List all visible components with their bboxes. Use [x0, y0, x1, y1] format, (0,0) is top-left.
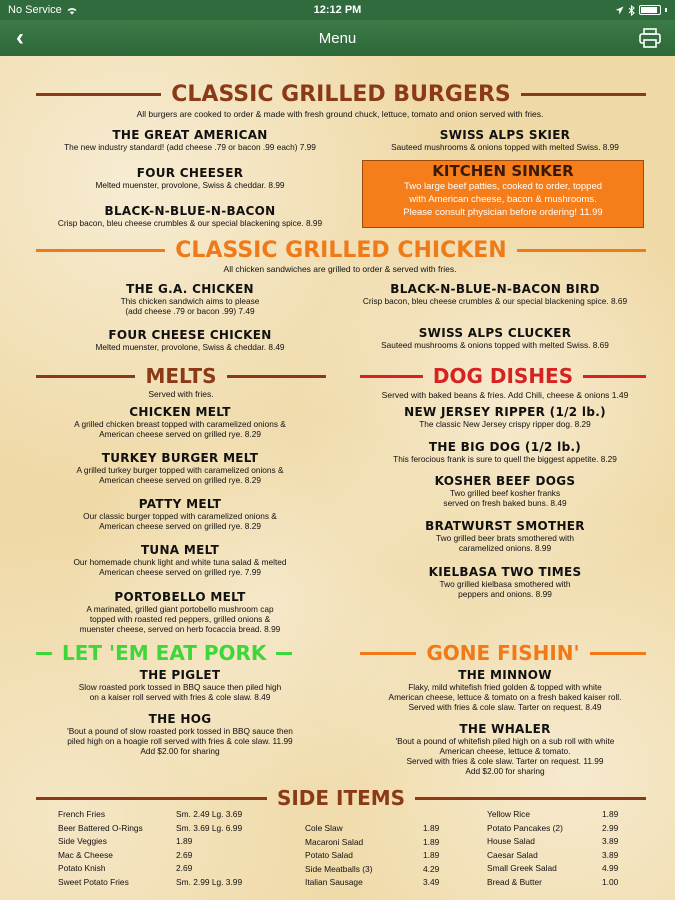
side-price: 1.89	[423, 850, 440, 860]
menu-item	[330, 282, 660, 306]
side-name: Potato Pancakes (2)	[487, 822, 563, 833]
item-name: SWISS ALPS CLUCKER	[418, 326, 572, 340]
side-name: Potato Salad	[305, 850, 353, 860]
item-desc: The classic New Jersey crispy ripper dog. 8.29	[419, 419, 591, 429]
side-name: Small Greek Salad	[487, 863, 557, 873]
sides-col-3	[487, 808, 637, 889]
item-name: KIELBASA TWO TIMES	[428, 565, 582, 579]
menu-item	[20, 451, 340, 485]
side-price: 2.99	[602, 822, 619, 833]
side-row	[305, 863, 465, 877]
item-desc: Sauteed mushrooms & onions topped with melted Swiss. 8.69	[381, 340, 609, 350]
divider-line	[36, 249, 165, 252]
side-price: 1.89	[176, 836, 193, 846]
side-name: Bread & Butter	[487, 876, 542, 887]
side-row	[487, 808, 637, 822]
menu-item	[350, 519, 660, 553]
menu-item	[30, 128, 350, 152]
side-price: 1.89	[602, 809, 619, 819]
divider-line	[360, 375, 423, 378]
divider-line	[227, 375, 326, 378]
item-name: BRATWURST SMOTHER	[425, 519, 585, 533]
item-desc: Melted muenster, provolone, Swiss & cheddar. 8.49	[95, 342, 285, 352]
divider-line	[517, 249, 646, 252]
chicken-header	[36, 238, 646, 262]
side-price: 1.89	[423, 836, 440, 847]
side-price: 1.00	[602, 876, 619, 887]
item-desc: This chicken sandwich aims to please (add cheese .79 or bacon .99) 7.49	[120, 296, 260, 316]
back-button[interactable]: ‹	[16, 24, 24, 51]
side-row	[487, 822, 637, 836]
item-name: THE BIG DOG (1/2 lb.)	[428, 440, 582, 454]
battery-tip	[665, 8, 667, 12]
item-name: SWISS ALPS SKIER	[439, 128, 571, 142]
side-name: House Salad	[487, 836, 535, 846]
menu-item	[350, 565, 660, 599]
item-name: KOSHER BEEF DOGS	[434, 474, 576, 488]
side-name: Yellow Rice	[487, 809, 530, 819]
item-name: THE HOG	[148, 712, 212, 726]
battery-icon	[639, 5, 661, 15]
side-price: 2.69	[176, 849, 193, 860]
side-row	[58, 822, 268, 836]
side-price: 2.69	[176, 863, 193, 873]
side-name: Side Meatballs (3)	[305, 863, 373, 874]
item-desc: A grilled chicken breast topped with caramelized onions & American cheese served on grilled rye. 8.29	[74, 419, 286, 439]
menu-item	[20, 405, 340, 439]
item-desc: Slow roasted pork tossed in BBQ sauce then piled high on a kaiser roll served with fries & cole slaw. 8.49	[78, 682, 282, 702]
side-name: Italian Sausage	[305, 877, 363, 887]
side-price: Sm. 2.99 Lg. 3.99	[176, 876, 243, 887]
carrier-label: No Service	[8, 4, 62, 16]
side-row	[305, 836, 465, 850]
carrier-group	[8, 4, 208, 16]
item-name: FOUR CHEESE CHICKEN	[108, 328, 272, 342]
item-desc: A marinated, grilled giant portobello mushroom cap topped with roasted red peppers, grilled onions & muenster cheese, served on herb focaccia bread. 8.99	[79, 604, 281, 634]
divider-line	[36, 652, 52, 655]
side-price: Sm. 2.49 Lg. 3.69	[176, 809, 243, 819]
item-name: BLACK-N-BLUE-N-BACON BIRD	[390, 282, 600, 296]
sides-col-2	[305, 822, 465, 890]
side-row	[305, 876, 465, 890]
item-desc: Two grilled kielbasa smothered with peppers and onions. 8.99	[439, 579, 571, 599]
menu-item	[30, 204, 350, 228]
item-desc: Two grilled beef kosher franks served on fresh baked buns. 8.49	[443, 488, 567, 508]
side-row	[305, 822, 465, 836]
side-row	[58, 849, 268, 863]
side-name: Potato Knish	[58, 863, 106, 873]
item-desc: Crisp bacon, bleu cheese crumbles & our special blackening spice. 8.69	[362, 296, 628, 306]
item-name: FOUR CHEESER	[136, 166, 244, 180]
burgers-header	[36, 82, 646, 106]
dogs-title: DOG DISHES	[432, 364, 574, 388]
side-row	[58, 876, 268, 890]
item-desc: Crisp bacon, bleu cheese crumbles & our special blackening spice. 8.99	[57, 218, 323, 228]
item-desc: This ferocious frank is sure to quell the biggest appetite. 8.29	[393, 454, 617, 464]
menu-item	[350, 440, 660, 464]
fish-title: GONE FISHIN'	[426, 641, 580, 665]
item-name: THE MINNOW	[458, 668, 552, 682]
item-name: PORTOBELLO MELT	[114, 590, 246, 604]
item-name: PATTY MELT	[138, 497, 222, 511]
menu-item	[350, 474, 660, 508]
side-name: Macaroni Salad	[305, 836, 364, 847]
side-name: Sweet Potato Fries	[58, 876, 129, 887]
melts-subtitle: Served with fries.	[148, 389, 214, 399]
melts-title: MELTS	[145, 364, 217, 388]
item-name: BLACK-N-BLUE-N-BACON	[104, 204, 276, 218]
divider-line	[521, 93, 646, 96]
side-price: 4.99	[602, 863, 619, 873]
side-row	[58, 862, 268, 876]
divider-line	[583, 375, 646, 378]
menu-item	[30, 282, 350, 316]
item-name: THE PIGLET	[139, 668, 221, 682]
status-time: 12:12 PM	[313, 4, 362, 16]
status-right-group	[467, 5, 667, 16]
divider-line	[276, 652, 292, 655]
bluetooth-icon	[628, 5, 635, 16]
side-name: Mac & Cheese	[58, 849, 113, 860]
menu-item	[20, 712, 340, 756]
side-price: Sm. 3.69 Lg. 6.99	[176, 822, 243, 833]
item-desc: Our homemade chunk light and white tuna salad & melted American cheese served on grilled rye. 7.99	[73, 557, 287, 577]
side-name: Caesar Salad	[487, 849, 538, 860]
side-row	[58, 808, 268, 822]
divider-line	[360, 652, 416, 655]
item-desc: Two grilled beer brats smothered with caramelized onions. 8.99	[436, 533, 574, 553]
dogs-header	[360, 364, 646, 388]
menu-item	[20, 543, 340, 577]
location-arrow-icon	[615, 6, 624, 15]
menu-item	[350, 405, 660, 429]
item-desc: Melted muenster, provolone, Swiss & cheddar. 8.99	[95, 180, 285, 190]
menu-item	[20, 668, 340, 702]
nav-bar	[0, 20, 675, 56]
sides-col-1	[58, 808, 268, 889]
item-desc: Two large beef patties, cooked to order, topped with American cheese, bacon & mushrooms. Please consult physician before ordering! 11.99	[403, 181, 603, 218]
divider-line	[36, 797, 267, 800]
side-name: French Fries	[58, 809, 106, 819]
dogs-subtitle: Served with baked beans & fries. Add Chili, cheese & onions 1.49	[381, 390, 629, 400]
item-name: NEW JERSEY RIPPER (1/2 lb.)	[404, 405, 606, 419]
side-name: Side Veggies	[58, 836, 107, 846]
menu-item	[20, 590, 340, 634]
side-row	[487, 835, 637, 849]
item-desc: 'Bout a pound of whitefish piled high on a sub roll with white American cheese, lettuce & tomato. Served with fries & cole slaw. Tarter on request. 11.99 Add $2.00 for sharing	[395, 736, 615, 776]
item-name: TUNA MELT	[140, 543, 220, 557]
side-price: 1.89	[423, 823, 440, 833]
chicken-subtitle: All chicken sandwiches are grilled to order & served with fries.	[223, 264, 457, 274]
menu-image	[0, 56, 675, 900]
side-row	[487, 849, 637, 863]
menu-item	[355, 128, 655, 152]
side-name: Cole Slaw	[305, 823, 343, 833]
item-name: KITCHEN SINKER	[432, 162, 574, 180]
side-price: 3.49	[423, 877, 440, 887]
item-desc: 'Bout a pound of slow roasted pork tossed in BBQ sauce then piled high on a hoagie roll served with fries & cole slaw. 11.99 Add $2.00 for sharing	[67, 726, 293, 756]
side-price: 3.89	[602, 836, 619, 846]
side-price: 4.29	[423, 863, 440, 874]
side-row	[305, 849, 465, 863]
side-row	[487, 862, 637, 876]
item-desc: Flaky, mild whitefish fried golden & topped with white American cheese, lettuce & tomato on a fresh baked kaiser roll. Served with fries & cole slaw. Tarter on request. 8.49	[388, 682, 622, 712]
wifi-icon	[66, 6, 78, 15]
item-name: THE G.A. CHICKEN	[126, 282, 254, 296]
nav-title: Menu	[318, 29, 357, 47]
menu-item	[30, 328, 350, 352]
item-name: CHICKEN MELT	[129, 405, 231, 419]
side-price: 3.89	[602, 849, 619, 860]
menu-item	[30, 166, 350, 190]
divider-line	[36, 375, 135, 378]
item-desc: Sauteed mushrooms & onions topped with melted Swiss. 8.99	[391, 142, 619, 152]
divider-line	[36, 93, 161, 96]
item-desc: Our classic burger topped with caramelized onions & American cheese served on grilled rye. 8.29	[83, 511, 277, 531]
divider-line	[590, 652, 646, 655]
status-bar	[0, 0, 675, 20]
item-name: TURKEY BURGER MELT	[101, 451, 259, 465]
divider-line	[415, 797, 646, 800]
side-row	[487, 876, 637, 890]
item-desc: The new industry standard! (add cheese .79 or bacon .99 each) 7.99	[64, 142, 316, 152]
item-desc: A grilled turkey burger topped with caramelized onions & American cheese served on grilled rye. 8.29	[76, 465, 284, 485]
item-name: THE GREAT AMERICAN	[112, 128, 268, 142]
sides-title: SIDE ITEMS	[276, 786, 406, 810]
fish-header	[360, 641, 646, 665]
menu-item	[340, 326, 650, 350]
menu-item	[350, 722, 660, 776]
chicken-title: CLASSIC GRILLED CHICKEN	[175, 237, 507, 263]
item-name: THE WHALER	[459, 722, 551, 736]
pork-header	[36, 641, 326, 665]
menu-item	[350, 668, 660, 712]
sides-header	[36, 786, 646, 810]
menu-item	[20, 497, 340, 531]
pork-title: LET 'EM EAT PORK	[62, 641, 267, 665]
melts-header	[36, 364, 326, 388]
kitchen-sinker-box	[362, 160, 644, 228]
burgers-title: CLASSIC GRILLED BURGERS	[171, 81, 511, 107]
side-name: Beer Battered O-Rings	[58, 822, 143, 833]
side-row	[58, 835, 268, 849]
burgers-subtitle: All burgers are cooked to order & made with fresh ground chuck, lettuce, tomato and onion served with fries.	[136, 109, 544, 119]
print-icon[interactable]	[639, 28, 661, 48]
